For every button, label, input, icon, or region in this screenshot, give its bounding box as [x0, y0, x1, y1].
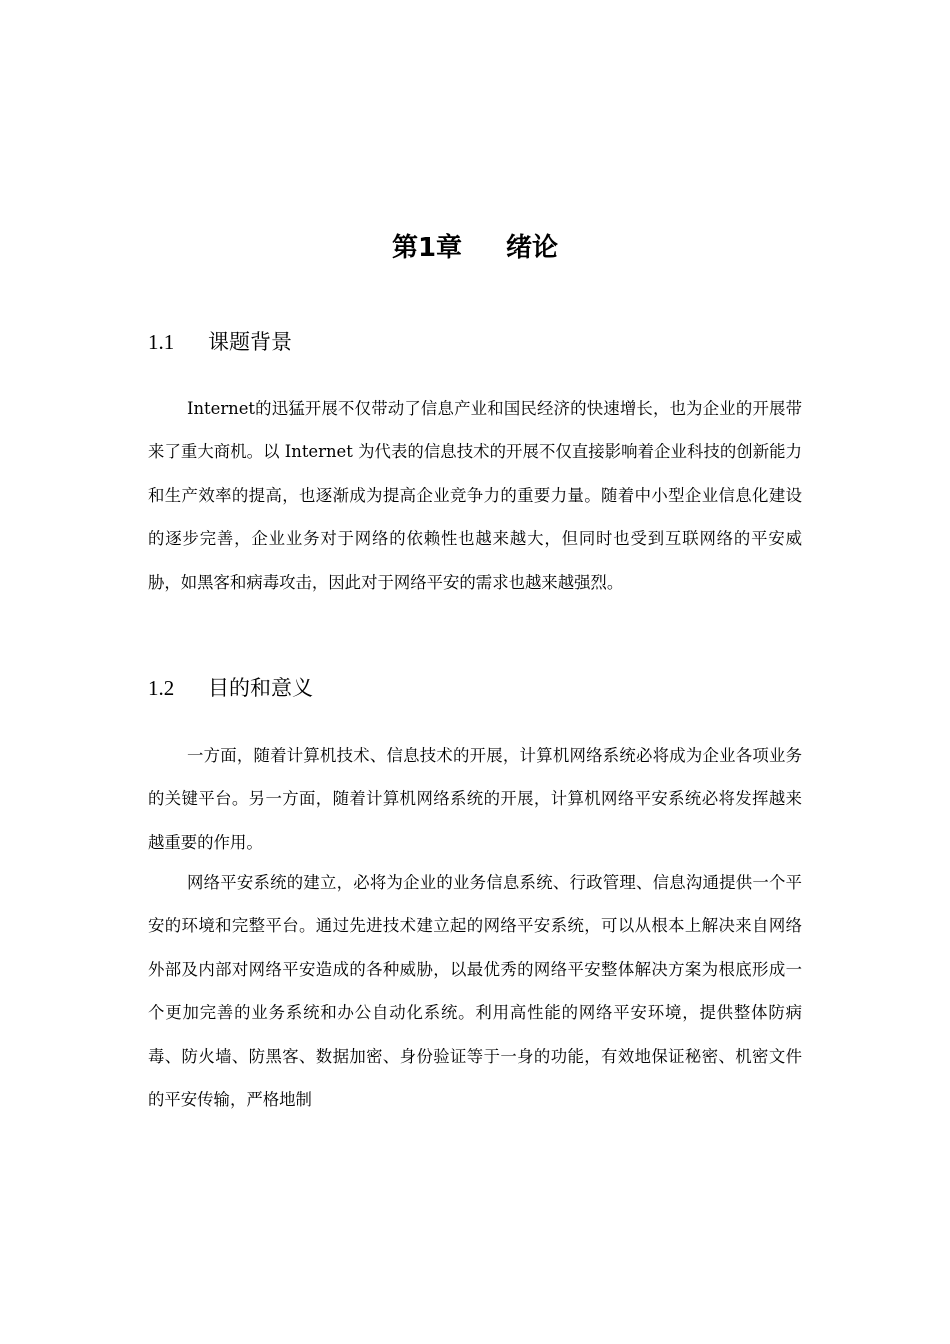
- section-title: 课题背景: [208, 330, 292, 354]
- body-paragraph: Internet的迅猛开展不仅带动了信息产业和国民经济的快速增长，也为企业的开展带来了重大商机。以 Internet 为代表的信息技术的开展不仅直接影响着企业科技的创新能力和生产效率的提高，也逐渐成为提高企业竞争力的重要力量。随着中小型企业信息化建设的逐步完善，企业业务对于网络的依赖性也越来越大，但同时也受到互联网络的平安威胁，如黑客和病毒攻击，因此对于网络平安的需求也越来越强烈。: [148, 399, 802, 592]
- body-paragraph: 一方面，随着计算机技术、信息技术的开展，计算机网络系统必将成为企业各项业务的关键平台。另一方面，随着计算机网络系统的开展，计算机网络平安系统必将发挥越来越重要的作用。: [148, 746, 802, 852]
- chapter-name: 绪论: [506, 233, 559, 263]
- section-number: 1.1: [148, 330, 175, 354]
- section-number: 1.2: [148, 676, 175, 700]
- section-heading: [148, 673, 313, 703]
- section-heading: [148, 327, 292, 357]
- chapter-title: [0, 226, 950, 270]
- chapter-number: 第1章: [391, 233, 463, 263]
- section-title: 目的和意义: [208, 676, 313, 700]
- body-paragraph: 网络平安系统的建立，必将为企业的业务信息系统、行政管理、信息沟通提供一个平安的环境和完整平台。通过先进技术建立起的网络平安系统，可以从根本上解决来自网络外部及内部对网络平安造成的各种威胁，以最优秀的网络平安整体解决方案为根底形成一个更加完善的业务系统和办公自动化系统。利用高性能的网络平安环境，提供整体防病毒、防火墙、防黑客、数据加密、身份验证等于一身的功能，有效地保证秘密、机密文件的平安传输，严格地制: [148, 873, 802, 1110]
